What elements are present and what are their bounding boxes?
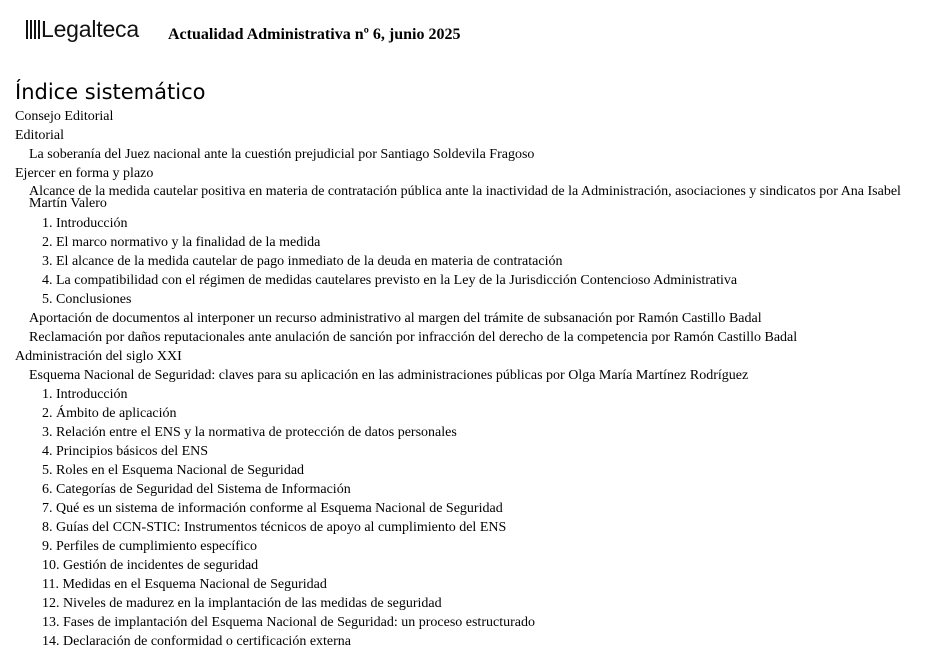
subsection-item[interactable]: 10. Gestión de incidentes de seguridad bbox=[42, 558, 259, 573]
legalteca-logo bbox=[26, 16, 139, 42]
document-header bbox=[0, 0, 939, 70]
publication-title: Actualidad Administrativa nº 6, junio 2025 bbox=[168, 26, 461, 43]
subsection-item[interactable]: 2. Ámbito de aplicación bbox=[42, 406, 177, 421]
subsection-item[interactable]: 1. Introducción bbox=[42, 387, 128, 402]
subsection-item[interactable]: 5. Conclusiones bbox=[42, 292, 132, 307]
article-soberania-juez[interactable]: La soberanía del Juez nacional ante la cuestión prejudicial por Santiago Soldevila Fragoso bbox=[29, 147, 535, 162]
logo-bars-icon bbox=[26, 20, 40, 39]
article-reclamacion-danos[interactable]: Reclamación por daños reputacionales ante anulación de sanción por infracción del derecho de la competencia por Ramón Castillo Badal bbox=[29, 330, 798, 345]
article-aportacion-documentos[interactable]: Aportación de documentos al interponer un recurso administrativo al margen del trámite de subsanación por Ramón Castillo Badal bbox=[29, 311, 762, 326]
subsection-item[interactable]: 1. Introducción bbox=[42, 216, 128, 231]
subsection-item[interactable]: 2. El marco normativo y la finalidad de la medida bbox=[42, 235, 321, 250]
article-esquema-nacional-seguridad[interactable]: Esquema Nacional de Seguridad: claves para su aplicación en las administraciones públicas por Olga María Martínez Rodríguez bbox=[29, 368, 749, 383]
subsection-item[interactable]: 7. Qué es un sistema de información conforme al Esquema Nacional de Seguridad bbox=[42, 501, 503, 516]
logo-text: Legalteca bbox=[41, 16, 139, 42]
subsection-item[interactable]: 12. Niveles de madurez en la implantación de las medidas de seguridad bbox=[42, 596, 442, 611]
subsection-item[interactable]: 9. Perfiles de cumplimiento específico bbox=[42, 539, 257, 554]
subsection-item[interactable]: 8. Guías del CCN-STIC: Instrumentos técnicos de apoyo al cumplimiento del ENS bbox=[42, 520, 507, 535]
section-ejercer-forma-plazo[interactable]: Ejercer en forma y plazo bbox=[15, 166, 154, 181]
article-medida-cautelar[interactable]: Alcance de la medida cautelar positiva en materia de contratación pública ante la inactividad de la Administración, asociaciones y sindicatos por Ana Isabel Martín Valero bbox=[29, 184, 901, 211]
subsection-item[interactable]: 5. Roles en el Esquema Nacional de Seguridad bbox=[42, 463, 305, 478]
section-editorial[interactable]: Editorial bbox=[15, 128, 64, 143]
subsection-item[interactable]: 14. Declaración de conformidad o certificación externa bbox=[42, 634, 352, 649]
subsection-item[interactable]: 3. Relación entre el ENS y la normativa de protección de datos personales bbox=[42, 425, 457, 440]
subsection-item[interactable]: 4. Principios básicos del ENS bbox=[42, 444, 209, 459]
subsection-item[interactable]: 6. Categorías de Seguridad del Sistema de Información bbox=[42, 482, 351, 497]
subsection-item[interactable]: 4. La compatibilidad con el régimen de medidas cautelares previsto en la Ley de la Jurisdicción Contencioso Administrativa bbox=[42, 273, 738, 288]
subsection-item[interactable]: 3. El alcance de la medida cautelar de pago inmediato de la deuda en materia de contratación bbox=[42, 254, 563, 269]
index-title: Índice sistemático bbox=[15, 80, 206, 104]
subsection-item[interactable]: 11. Medidas en el Esquema Nacional de Seguridad bbox=[42, 577, 327, 592]
section-administracion-siglo-xxi[interactable]: Administración del siglo XXI bbox=[15, 349, 182, 364]
section-consejo-editorial[interactable]: Consejo Editorial bbox=[15, 109, 114, 124]
subsection-item[interactable]: 13. Fases de implantación del Esquema Nacional de Seguridad: un proceso estructurado bbox=[42, 615, 535, 630]
